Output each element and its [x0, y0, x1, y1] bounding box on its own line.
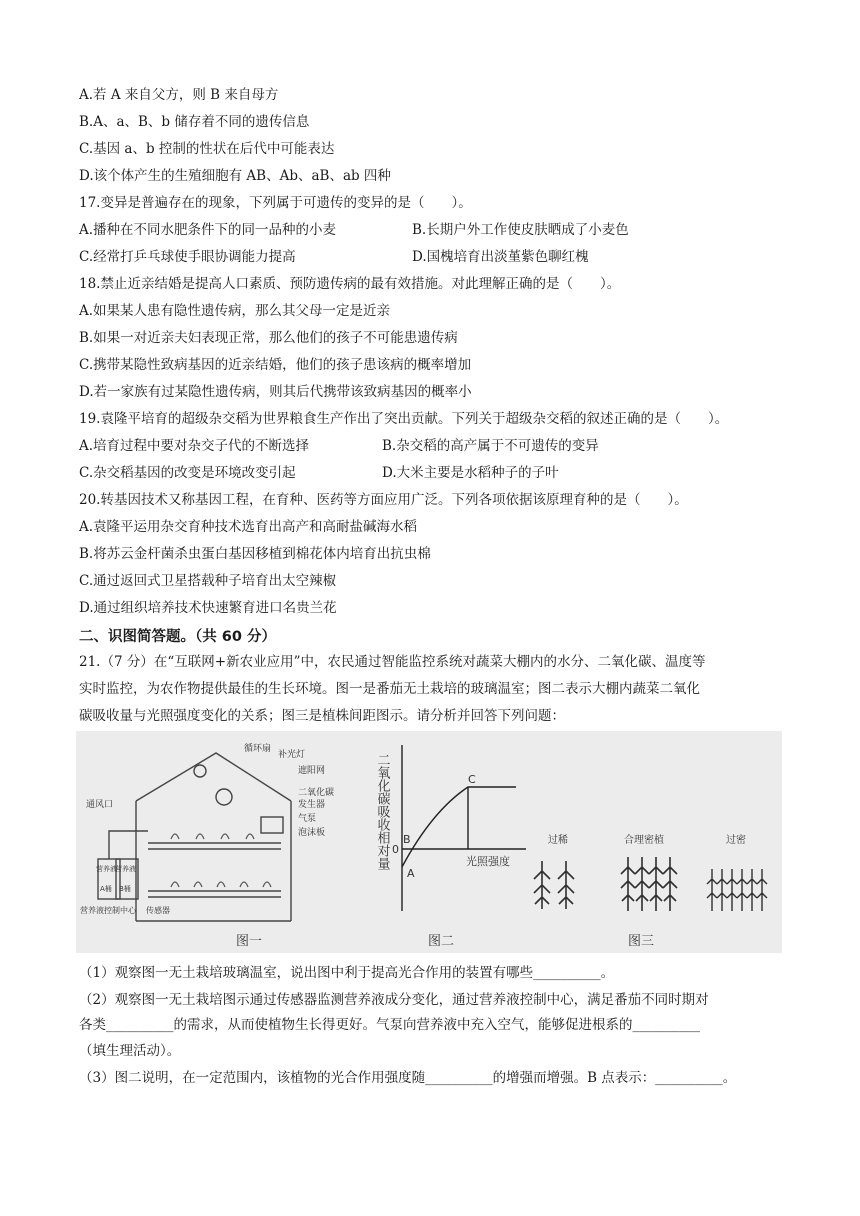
label-nutrient-a: 营养液	[96, 865, 117, 873]
section-title: 二、识图简答题。（共 60 分）	[79, 629, 277, 645]
label-generator: 发生器	[298, 800, 326, 810]
caption-fig2: 图二	[428, 934, 455, 949]
option-16c: C.基因 a、b 控制的性状在后代中可能表达	[79, 141, 335, 157]
greenhouse-plants	[171, 834, 271, 887]
label-co2: 二氧化碳	[298, 788, 335, 798]
option-19d: D.大米主要是水稻种子的子叶	[382, 465, 559, 481]
option-18c: C.携带某隐性致病基因的近亲结婚，他们的孩子患该病的概率增加	[79, 357, 472, 373]
option-18b: B.如果一对近亲夫妇表现正常，那么他们的孩子不可能患遗传病	[79, 330, 458, 346]
co2-graph	[402, 745, 526, 911]
label-shade-net: 遮阳网	[298, 766, 326, 776]
label-reasonable: 合理密植	[624, 835, 664, 846]
question-17: 17.变异是普遍存在的现象，下列属于可遗传的变异的是（ ）。	[79, 195, 472, 211]
option-20d: D.通过组织培养技术快速繁育进口名贵兰花	[79, 600, 337, 616]
label-sparse: 过稀	[548, 835, 568, 846]
greenhouse-diagram	[98, 753, 291, 921]
option-19c: C.杂交稻基因的改变是环境改变引起	[79, 465, 296, 481]
spacing-labels	[548, 833, 746, 846]
subquestion-3: （3）图二说明，在一定范围内，该植物的光合作用强度随__________的增强而增强。B 点表示：__________。	[79, 1070, 737, 1086]
option-16d: D.该个体产生的生殖细胞有 AB、Ab、aB、ab 四种	[79, 168, 391, 184]
question-21-line1: 21.（7 分）在“互联网+新农业应用”中，农民通过智能监控系统对蔬菜大棚内的水分、二氧化碳、温度等	[79, 654, 706, 670]
label-control-center: 营养液控制中心	[80, 906, 136, 915]
y-axis-label: 二氧化碳吸收相对量	[374, 753, 390, 870]
option-18d: D.若一家族有过某隐性遗传病，则其后代携带该致病基因的概率小	[79, 384, 472, 400]
option-20b: B.将苏云金杆菌杀虫蛋白基因移植到棉花体内培育出抗虫棉	[79, 546, 431, 562]
label-sensor: 传感器	[146, 906, 170, 915]
plants-reasonable	[621, 857, 677, 911]
label-nutrient-b: 营养液	[115, 865, 136, 873]
co2-graph-labels	[375, 753, 511, 880]
option-18a: A.如果某人患有隐性遗传病，那么其父母一定是近亲	[79, 303, 391, 319]
origin: 0	[392, 843, 399, 856]
question-20: 20.转基因技术又称基因工程，在育种、医药等方面应用广泛。下列各项依据该原理育种的是（ ）。	[79, 492, 688, 508]
label-bucket-a: A桶	[100, 885, 112, 893]
option-19a: A.培育过程中要对杂交子代的不断选择	[79, 438, 310, 454]
plants-sparse	[534, 861, 574, 909]
question-19: 19.袁隆平培育的超级杂交稻为世界粮食生产作出了突出贡献。下列关于超级杂交稻的叙述正确的是（ ）。	[79, 411, 729, 427]
option-17d: D.国槐培育出淡堇紫色聊红槐	[412, 249, 589, 265]
point-b: B	[403, 833, 411, 846]
figure-svg	[76, 731, 782, 953]
label-bucket-b: B桶	[119, 885, 131, 893]
label-air-pump: 气泵	[298, 814, 317, 824]
option-17b: B.长期户外工作使皮肤晒成了小麦色	[412, 222, 629, 238]
greenhouse-labels	[80, 742, 334, 915]
option-20c: C.通过返回式卫星搭载种子培育出太空辣椒	[79, 573, 337, 589]
plants-dense	[707, 869, 767, 911]
subquestion-2-line3: （填生理活动）。	[79, 1043, 181, 1059]
question-21-line2: 实时监控，为农作物提供最佳的生长环境。图一是番茄无土栽培的玻璃温室；图二表示大棚内蔬菜二氧化	[79, 681, 700, 697]
option-16a: A.若 A 来自父方，则 B 来自母方	[79, 87, 279, 103]
figure-panel	[76, 731, 782, 953]
option-19b: B.杂交稻的高产属于不可遗传的变异	[382, 438, 599, 454]
label-fan: 循环扇	[244, 744, 272, 754]
label-grow-light: 补光灯	[278, 750, 306, 760]
label-foam-board: 泡沫板	[298, 828, 326, 838]
label-vent: 通风口	[86, 800, 114, 810]
option-16b: B.A、a、B、b 储存着不同的遗传信息	[79, 114, 310, 130]
point-c: C	[468, 773, 476, 786]
subquestion-2-line2: 各类__________的需求，从而使植物生长得更好。气泵向营养液中充入空气，能够促进根系的__________	[79, 1017, 700, 1033]
option-17a: A.播种在不同水肥条件下的同一品种的小麦	[79, 222, 337, 238]
question-21-line3: 碳吸收量与光照强度变化的关系；图三是植株间距图示。请分析并回答下列问题：	[79, 708, 565, 724]
subquestion-2-line1: （2）观察图一无土栽培图示通过传感器监测营养液成分变化，通过营养液控制中心，满足番茄不同时期对	[79, 992, 709, 1008]
option-20a: A.袁隆平运用杂交育种技术选育出高产和高耐盐碱海水稻	[79, 519, 418, 535]
caption-fig1: 图一	[236, 934, 263, 949]
subquestion-1: （1）观察图一无土栽培玻璃温室，说出图中利于提高光合作用的装置有哪些__________。	[79, 965, 615, 981]
question-18: 18.禁止近亲结婚是提高人口素质、预防遗传病的最有效措施。对此理解正确的是（ ）。	[79, 276, 621, 292]
point-a: A	[407, 867, 415, 880]
caption-fig3: 图三	[628, 934, 655, 949]
option-17c: C.经常打乒乓球使手眼协调能力提高	[79, 249, 296, 265]
label-dense: 过密	[726, 835, 746, 846]
x-axis-label: 光照强度	[466, 855, 510, 868]
